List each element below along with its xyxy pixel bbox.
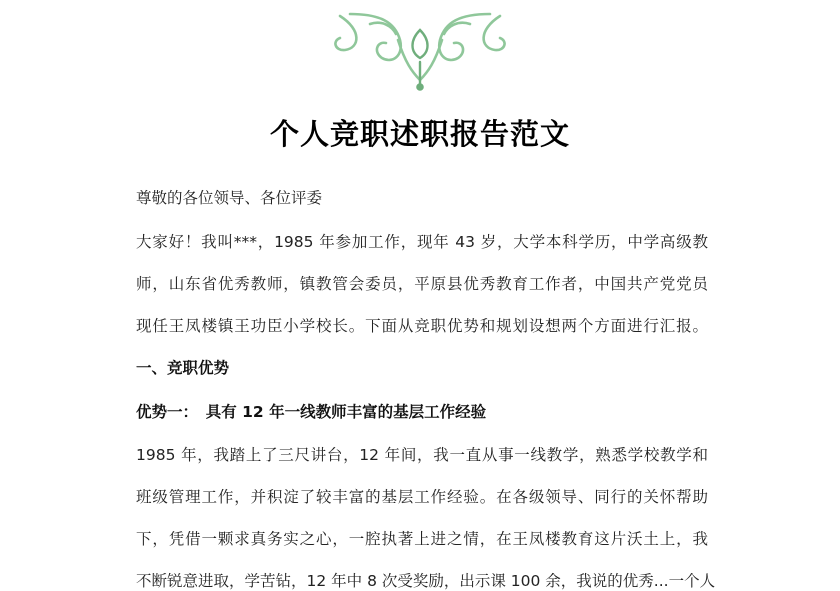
intro-paragraph xyxy=(136,230,708,340)
advantage-one-heading xyxy=(136,400,708,424)
paragraph-line-cut-off: 不断锐意进取，学苦钻，12 年中 8 次受奖励，出示课 100 余，我说的优秀...一个人 xyxy=(136,572,716,590)
paragraph-line: 大家好！我叫***，1985 年参加工作，现年 43 岁，大学本科学历，中学高级教 xyxy=(136,233,708,251)
advantage-one-heading-text: 优势一： 具有 12 年一线教师丰富的基层工作经验 xyxy=(136,403,487,421)
decorative-header-ornament xyxy=(0,0,840,95)
section-heading-text: 一、竞职优势 xyxy=(136,359,230,377)
paragraph-line: 师，山东省优秀教师，镇教管会委员，平原县优秀教育工作者，中国共产党党员 xyxy=(136,275,708,293)
paragraph-line: 下，凭借一颗求真务实之心，一腔执著上进之情，在王凤楼教育这片沃土上，我 xyxy=(136,530,708,548)
paragraph-line: 1985 年，我踏上了三尺讲台，12 年间，我一直从事一线教学，熟悉学校教学和 xyxy=(136,446,708,464)
paragraph-line: 班级管理工作，并积淀了较丰富的基层工作经验。在各级领导、同行的关怀帮助 xyxy=(136,488,708,506)
greeting-text: 尊敬的各位领导、各位评委 xyxy=(136,189,323,207)
paragraph-line: 现任王凤楼镇王功臣小学校长。下面从竞职优势和规划设想两个方面进行汇报。 xyxy=(136,317,708,335)
document-title: 个人竞职述职报告范文 xyxy=(269,117,570,151)
greeting xyxy=(136,186,708,210)
section-heading-advantages xyxy=(136,356,708,380)
advantage-one-paragraph xyxy=(136,443,716,590)
